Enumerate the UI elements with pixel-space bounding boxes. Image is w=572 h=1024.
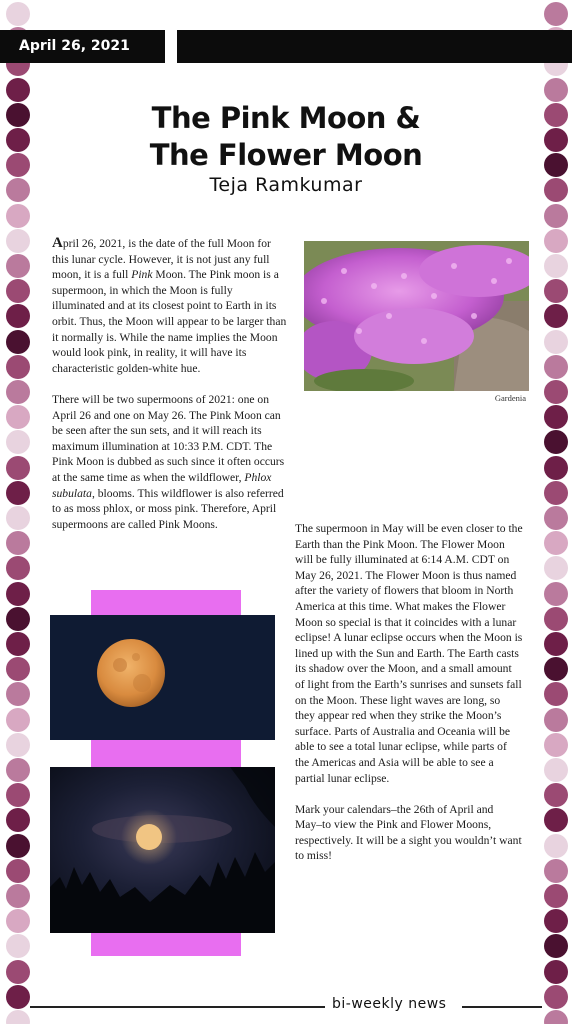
author-byline: Teja Ramkumar bbox=[209, 174, 363, 196]
border-dot bbox=[6, 380, 30, 404]
border-dot bbox=[6, 531, 30, 555]
footer-label: bi-weekly news bbox=[332, 996, 447, 1012]
border-dot bbox=[544, 1010, 568, 1024]
paragraph-2: There will be two supermoons of 2021: one on April 26 and one on May 26. The Pink Moon can be seen after the sun sets, and it will reach its maximum illumination at 10:33 P.M. CDT. The Pink Moon is dubbed as such since it often occurs at the same time as when the wildflower, Phlox subulata, blooms. This wildflower is also referred to as moss phlox, or moss pink. Therefore, April supermoons are called Pink Moons. bbox=[52, 392, 285, 531]
border-dot bbox=[544, 934, 568, 958]
border-dot bbox=[544, 355, 568, 379]
border-dot bbox=[544, 884, 568, 908]
border-dot bbox=[544, 254, 568, 278]
border-dot bbox=[544, 834, 568, 858]
border-dot bbox=[544, 960, 568, 984]
phlox-emphasis: Phlox subulata bbox=[52, 470, 272, 500]
border-dot bbox=[544, 204, 568, 228]
border-dot bbox=[544, 708, 568, 732]
border-dot bbox=[544, 178, 568, 202]
border-dot bbox=[544, 304, 568, 328]
border-dot bbox=[544, 78, 568, 102]
border-dot bbox=[6, 279, 30, 303]
border-dot bbox=[6, 960, 30, 984]
border-dot bbox=[6, 153, 30, 177]
drop-cap: A bbox=[52, 235, 63, 251]
border-dot bbox=[6, 783, 30, 807]
border-dot bbox=[6, 682, 30, 706]
border-dot bbox=[6, 355, 30, 379]
left-text-column bbox=[52, 236, 288, 548]
title-line-2: The Flower Moon bbox=[149, 138, 423, 172]
border-dot bbox=[6, 1010, 30, 1024]
header-bar bbox=[177, 30, 572, 63]
border-dot bbox=[6, 405, 30, 429]
article-title bbox=[120, 100, 452, 174]
border-dot bbox=[6, 254, 30, 278]
border-dot bbox=[6, 78, 30, 102]
border-dot bbox=[6, 657, 30, 681]
border-dot bbox=[544, 758, 568, 782]
right-text-column bbox=[295, 521, 523, 880]
border-dot bbox=[6, 506, 30, 530]
photo-caption: Gardenia bbox=[494, 393, 526, 403]
border-dot bbox=[544, 808, 568, 832]
border-dot bbox=[544, 380, 568, 404]
border-dot bbox=[6, 103, 30, 127]
border-dot bbox=[6, 859, 30, 883]
border-dot bbox=[544, 682, 568, 706]
paragraph-1: April 26, 2021, is the date of the full Moon for this lunar cycle. However, it is not just any full moon, it is a full Pink Moon. The Pink moon is a supermoon, in which the Moon is fully illuminated and at its closest point to Earth in its orbit. Thus, the Moon will appear to be larger than it normally is. While the name implies the Moon would look pink, in reality, it will have its characteristic golden-white hue. bbox=[52, 235, 287, 375]
pink-flowers-photo bbox=[304, 241, 529, 391]
moon-illustration bbox=[50, 615, 275, 740]
border-dot bbox=[6, 985, 30, 1009]
border-dot bbox=[544, 229, 568, 253]
border-dot bbox=[544, 279, 568, 303]
border-dot bbox=[544, 859, 568, 883]
border-dot bbox=[544, 909, 568, 933]
border-dot bbox=[544, 985, 568, 1009]
footer-divider-right bbox=[462, 1006, 542, 1008]
border-dot bbox=[6, 304, 30, 328]
flower-illustration bbox=[304, 241, 529, 391]
border-dot bbox=[544, 103, 568, 127]
border-dot bbox=[544, 531, 568, 555]
pink-accent-block-top bbox=[91, 590, 241, 616]
border-dot bbox=[544, 556, 568, 580]
border-dot bbox=[6, 582, 30, 606]
border-dot bbox=[544, 607, 568, 631]
border-dot bbox=[6, 330, 30, 354]
border-dot bbox=[544, 506, 568, 530]
border-dot bbox=[6, 128, 30, 152]
border-dot bbox=[544, 481, 568, 505]
border-dot bbox=[6, 733, 30, 757]
border-dot bbox=[6, 808, 30, 832]
paragraph-3: The supermoon in May will be even closer to the Earth than the Pink Moon. The Flower Moon will be fully illuminated at 6:14 A.M. CDT on May 26, 2021. The Flower Moon is thus named after the variety of flowers that bloom in North America at this time. What makes the Flower Moon so special is that it coincides with a lunar eclipse! A lunar eclipse occurs when the Moon is lined up with the Sun and Earth. The Earth casts its shadow over the Moon, and a small amount of light from the Earth’s sunrises and sunsets fall on the Moon. These light waves are long, so they appear red when they strike the Moon’s surface. Parts of Australia and Oceania will be able to see a total lunar eclipse, while parts of the Americas and Asia will be able to see a partial lunar eclipse. bbox=[295, 522, 523, 785]
night-moon-photo bbox=[50, 767, 275, 933]
border-dot bbox=[6, 708, 30, 732]
pink-emphasis: Pink bbox=[131, 268, 153, 282]
border-dot bbox=[544, 153, 568, 177]
border-dot bbox=[6, 834, 30, 858]
border-dot bbox=[6, 556, 30, 580]
border-dot bbox=[6, 204, 30, 228]
border-dot bbox=[6, 607, 30, 631]
issue-date: April 26, 2021 bbox=[19, 38, 130, 54]
paragraph-4: Mark your calendars–the 26th of April and May–to view the Pink and Flower Moons, respectively. It will be a sight you wouldn’t want to miss! bbox=[295, 802, 522, 863]
border-dot bbox=[544, 582, 568, 606]
pink-accent-block-bottom bbox=[91, 933, 241, 956]
left-dot-border bbox=[4, 0, 32, 1024]
border-dot bbox=[544, 632, 568, 656]
title-line-1: The Pink Moon & bbox=[151, 101, 421, 135]
right-dot-border bbox=[542, 0, 570, 1024]
border-dot bbox=[6, 2, 30, 26]
border-dot bbox=[544, 405, 568, 429]
border-dot bbox=[544, 2, 568, 26]
border-dot bbox=[544, 657, 568, 681]
border-dot bbox=[6, 430, 30, 454]
border-dot bbox=[6, 632, 30, 656]
border-dot bbox=[544, 430, 568, 454]
border-dot bbox=[6, 178, 30, 202]
border-dot bbox=[544, 330, 568, 354]
orange-moon-photo bbox=[50, 615, 275, 740]
border-dot bbox=[544, 733, 568, 757]
border-dot bbox=[6, 934, 30, 958]
border-dot bbox=[6, 909, 30, 933]
pink-accent-block-middle bbox=[91, 740, 241, 767]
border-dot bbox=[544, 456, 568, 480]
border-dot bbox=[6, 456, 30, 480]
footer-divider-left bbox=[30, 1006, 325, 1008]
border-dot bbox=[544, 128, 568, 152]
night-moon-illustration bbox=[50, 767, 275, 933]
border-dot bbox=[6, 758, 30, 782]
border-dot bbox=[6, 884, 30, 908]
border-dot bbox=[6, 481, 30, 505]
border-dot bbox=[544, 783, 568, 807]
border-dot bbox=[6, 229, 30, 253]
